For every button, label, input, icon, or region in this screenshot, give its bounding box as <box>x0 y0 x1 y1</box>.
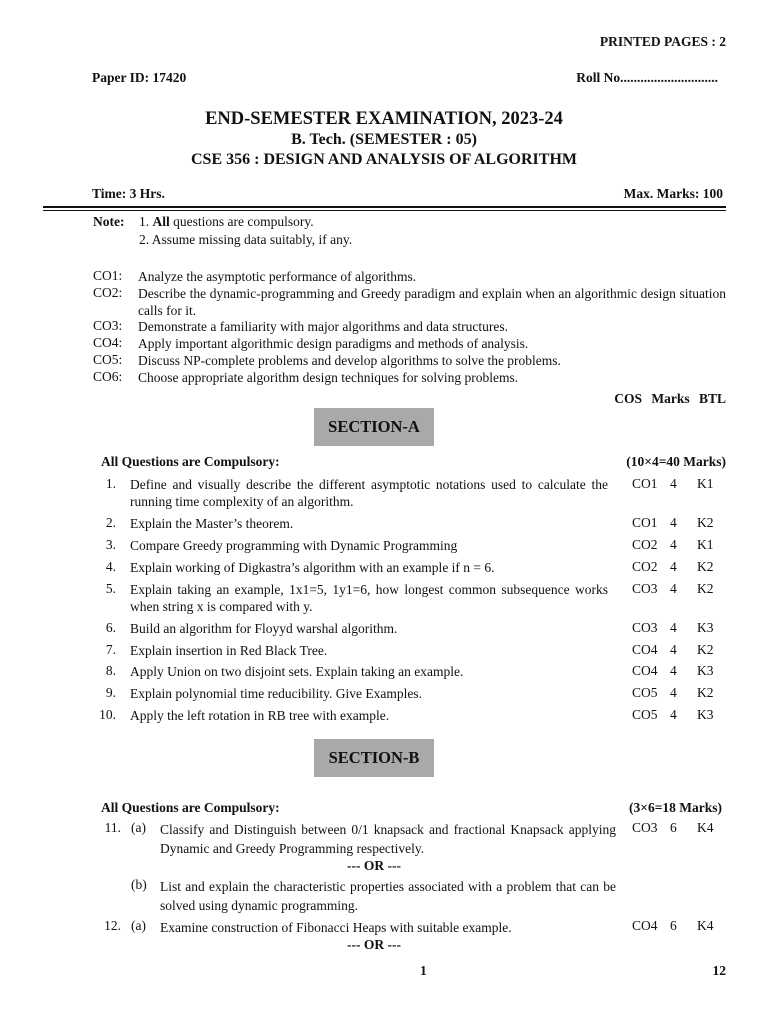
page-number: 1 <box>420 963 427 978</box>
co-text: Analyze the asymptotic performance of algorithms. <box>138 269 417 284</box>
sub-question-label: (b) <box>131 877 147 892</box>
question-btl: K2 <box>697 559 714 574</box>
question-co: CO3 <box>632 620 658 635</box>
question-marks: 4 <box>670 620 677 635</box>
question-number: 10. <box>99 707 116 722</box>
btl-header: BTL <box>698 391 726 406</box>
co-label: CO3: <box>93 318 123 333</box>
co-text: Apply important algorithmic design paradigms and methods of analysis. <box>138 336 529 351</box>
question-text: Build an algorithm for Floyyd warshal algorithm. <box>130 621 398 636</box>
footer-code: 12 <box>712 963 726 978</box>
question-co: CO2 <box>632 537 658 552</box>
question-btl: K1 <box>697 476 714 491</box>
programme: B. Tech. (SEMESTER : 05) <box>291 131 477 148</box>
question-btl: K3 <box>697 707 714 722</box>
question-btl: K2 <box>697 515 714 530</box>
paper-id: Paper ID: 17420 <box>92 70 187 85</box>
co-label: CO4: <box>93 335 123 350</box>
question-text: Explain polynomial time reducibility. Give Examples. <box>130 686 422 701</box>
question-marks: 4 <box>670 685 677 700</box>
question-btl: K3 <box>697 620 714 635</box>
co-text: Discuss NP-complete problems and develop algorithms to solve the problems. <box>138 353 561 368</box>
co-label: CO1: <box>93 268 123 283</box>
note-item: 1. All questions are compulsory. <box>139 214 314 229</box>
section-a-instruction: All Questions are Compulsory: <box>101 454 280 469</box>
question-marks: 4 <box>670 476 677 491</box>
sub-question-label: (a) <box>131 820 146 835</box>
co-text: Choose appropriate algorithm design techniques for solving problems. <box>138 370 519 385</box>
column-headers <box>608 391 726 407</box>
question-btl: K3 <box>697 663 714 678</box>
question-btl: K1 <box>697 537 714 552</box>
question-marks: 4 <box>670 581 677 596</box>
question-marks: 4 <box>670 537 677 552</box>
question-number: 11. <box>104 820 121 835</box>
section-a-heading: SECTION-A <box>314 408 434 446</box>
sub-question-text: List and explain the characteristic properties associated with a problem that can be solved using dynamic programming. <box>160 879 616 913</box>
or-separator: --- OR --- <box>347 937 401 952</box>
question-btl: K2 <box>697 581 714 596</box>
question-number: 2. <box>105 515 116 530</box>
section-a-marks: (10×4=40 Marks) <box>626 454 726 469</box>
marks-header: Marks <box>651 391 690 406</box>
course-title: CSE 356 : DESIGN AND ANALYSIS OF ALGORITHM <box>190 151 577 168</box>
question-number: 6. <box>105 620 116 635</box>
sub-question-text: Classify and Distinguish between 0/1 knapsack and fractional Knapsack applying Dynamic and Greedy Programming respectively. <box>160 822 616 856</box>
exam-title: END-SEMESTER EXAMINATION, 2023-24 <box>205 109 563 129</box>
note-item: 2. Assume missing data suitably, if any. <box>139 232 353 247</box>
question-marks: 4 <box>670 663 677 678</box>
question-btl: K2 <box>697 642 714 657</box>
question-number: 7. <box>105 642 116 657</box>
question-btl: K2 <box>697 685 714 700</box>
question-number: 5. <box>105 581 116 596</box>
question-co: CO3 <box>632 581 658 596</box>
question-number: 8. <box>105 663 116 678</box>
question-number: 1. <box>105 476 116 491</box>
max-marks: Max. Marks: 100 <box>623 186 723 201</box>
question-co: CO4 <box>632 642 658 657</box>
question-marks: 4 <box>670 515 677 530</box>
question-text: Apply the left rotation in RB tree with example. <box>130 708 390 723</box>
question-co: CO4 <box>632 663 658 678</box>
question-btl: K4 <box>697 820 714 835</box>
question-text: Explain taking an example, 1x1=5, 1y1=6, how longest common subsequence works when string x is compared with y. <box>130 582 608 614</box>
question-co: CO4 <box>632 918 658 933</box>
question-text: Explain the Master’s theorem. <box>130 516 294 531</box>
question-marks: 4 <box>670 559 677 574</box>
question-number: 4. <box>105 559 116 574</box>
or-separator: --- OR --- <box>347 858 401 873</box>
note-label: Note: <box>93 214 125 229</box>
co-label: CO5: <box>93 352 123 367</box>
cos-header: COS <box>614 391 642 406</box>
question-text: Apply Union on two disjoint sets. Explain taking an example. <box>130 664 464 679</box>
header-rule-thick <box>43 206 726 208</box>
question-co: CO2 <box>632 559 658 574</box>
exam-time: Time: 3 Hrs. <box>92 186 165 201</box>
section-b-heading: SECTION-B <box>314 739 434 777</box>
question-text: Compare Greedy programming with Dynamic Programming <box>130 538 458 553</box>
question-number: 9. <box>105 685 116 700</box>
question-co: CO1 <box>632 476 658 491</box>
question-co: CO5 <box>632 707 658 722</box>
roll-number: Roll No............................. <box>576 70 718 85</box>
co-text: Describe the dynamic-programming and Greedy paradigm and explain when an algorithmic design situation calls for it. <box>138 286 726 318</box>
question-marks: 6 <box>670 820 677 835</box>
section-b-marks: (3×6=18 Marks) <box>629 800 722 815</box>
co-label: CO2: <box>93 285 123 300</box>
co-text: Demonstrate a familiarity with major algorithms and data structures. <box>138 319 509 334</box>
header-rule-thin <box>43 210 726 211</box>
question-number: 3. <box>105 537 116 552</box>
sub-question-label: (a) <box>131 918 146 933</box>
question-text: Explain insertion in Red Black Tree. <box>130 643 328 658</box>
question-co: CO3 <box>632 820 658 835</box>
question-marks: 4 <box>670 707 677 722</box>
question-marks: 6 <box>670 918 677 933</box>
question-btl: K4 <box>697 918 714 933</box>
question-number: 12. <box>104 918 121 933</box>
question-marks: 4 <box>670 642 677 657</box>
co-label: CO6: <box>93 369 123 384</box>
question-co: CO5 <box>632 685 658 700</box>
question-co: CO1 <box>632 515 658 530</box>
question-text: Define and visually describe the different asymptotic notations used to calculate the running time complexity of an algorithm. <box>130 477 608 509</box>
question-text: Explain working of Digkastra’s algorithm with an example if n = 6. <box>130 560 495 575</box>
section-b-instruction: All Questions are Compulsory: <box>101 800 280 815</box>
printed-pages: PRINTED PAGES : 2 <box>599 34 726 49</box>
sub-question-text: Examine construction of Fibonacci Heaps with suitable example. <box>160 920 512 935</box>
